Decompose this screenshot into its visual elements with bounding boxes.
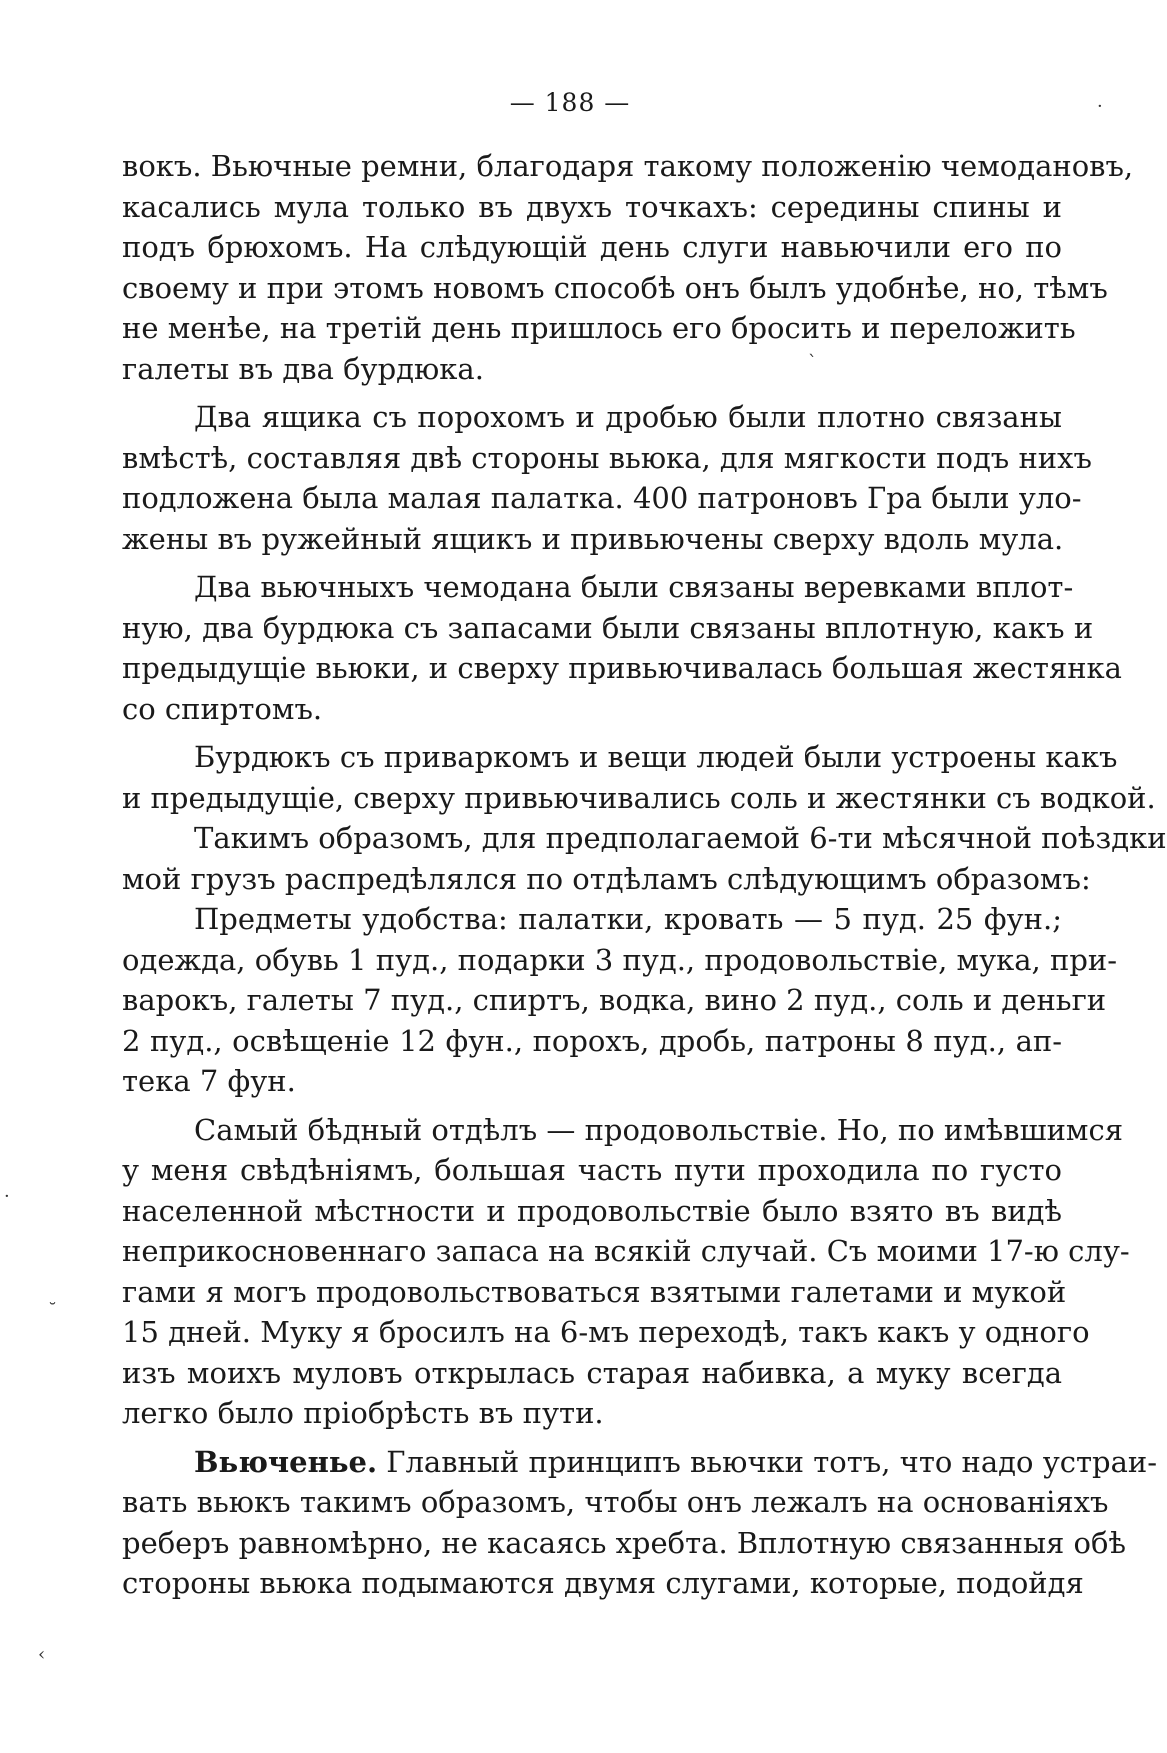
body-text <box>122 146 1167 1604</box>
text-line: подложена была малая палатка. 400 патроновъ Гра были уло- <box>122 481 1082 515</box>
text-line: подъ брюхомъ. На слѣдующій день слуги навьючили его по <box>122 230 1062 264</box>
text-line: жены въ ружейный ящикъ и привьючены сверху вдоль мула. <box>122 521 1064 556</box>
text-line: изъ моихъ муловъ открылась старая набивка, а муку всегда <box>122 1355 1062 1390</box>
text-line: гами я могъ продовольствоваться взятыми галетами и мукой <box>122 1274 1067 1309</box>
text-line: вать вьюкъ такимъ образомъ, чтобы онъ лежалъ на основаніяхъ <box>122 1485 1109 1519</box>
text-line: своему и при этомъ новомъ способѣ онъ былъ удобнѣе, но, тѣмъ <box>122 270 1108 305</box>
text-line: 15 дней. Муку я бросилъ на 6-мъ переходѣ, такъ какъ у одного <box>122 1315 1090 1349</box>
page-number: — 188 — <box>509 88 631 117</box>
scan-speck: · <box>4 1186 10 1207</box>
text-line: мой грузъ распредѣлялся по отдѣламъ слѣдующимъ образомъ: <box>122 861 1091 896</box>
text-line: стороны вьюка подымаются двумя слугами, которые, подойдя <box>122 1566 1084 1600</box>
text-line: реберъ равномѣрно, не касаясь хребта. Вплотную связанныя обѣ <box>122 1525 1126 1560</box>
text-line: варокъ, галеты 7 пуд., спиртъ, водка, вино 2 пуд., соль и деньги <box>122 983 1107 1017</box>
text-line: легко было пріобрѣсть въ пути. <box>122 1396 604 1430</box>
text-line: 2 пуд., освѣщеніе 12 фун., порохъ, дробь, патроны 8 пуд., ап- <box>122 1023 1062 1058</box>
scan-speck: ˋ <box>808 352 817 373</box>
section-heading: Вьюченье. <box>194 1444 378 1479</box>
text-line: вмѣстѣ, составляя двѣ стороны вьюка, для мягкости подъ нихъ <box>122 440 1092 475</box>
text-line: одежда, обувь 1 пуд., подарки 3 пуд., продовольствіе, мука, при- <box>122 942 1118 977</box>
heading-line-rest: Главный принципъ вьючки тотъ, что надо устраи- <box>377 1444 1158 1479</box>
text-line: Два ящика съ порохомъ и дробью были плотно связаны <box>194 400 1062 434</box>
text-line: со спиртомъ. <box>122 691 323 726</box>
text-line: неприкосновеннаго запаса на всякій случай. Съ моими 17-ю слу- <box>122 1234 1130 1268</box>
text-line: тека 7 фун. <box>122 1064 296 1098</box>
scan-speck: · <box>1097 96 1103 117</box>
text-line: Бурдюкъ съ приваркомъ и вещи людей были устроены какъ <box>194 740 1118 774</box>
text-line: Самый бѣдный отдѣлъ — продовольствіе. Но, по имѣвшимся <box>194 1112 1124 1147</box>
text-line: и предыдущіе, сверху привьючивались соль и жестянки съ водкой. <box>122 780 1156 815</box>
text-line: предыдущіе вьюки, и сверху привьючивалась большая жестянка <box>122 651 1122 685</box>
text-line: ную, два бурдюка съ запасами были связаны вплотную, какъ и <box>122 610 1094 645</box>
text-line: Два вьючныхъ чемодана были связаны веревками вплот- <box>194 570 1074 604</box>
text-line: галеты въ два бурдюка. <box>122 351 484 386</box>
scan-speck: ˘ <box>48 1300 57 1321</box>
text-line <box>122 1442 1158 1483</box>
text-line: Такимъ образомъ, для предполагаемой 6-ти мѣсячной поѣздки <box>194 821 1167 855</box>
text-line: Предметы удобства: палатки, кровать — 5 пуд. 25 фун.; <box>194 902 1062 936</box>
text-line: у меня свѣдѣніямъ, большая часть пути проходила по густо <box>122 1153 1062 1187</box>
text-line: вокъ. Вьючные ремни, благодаря такому положенію чемодановъ, <box>122 149 1134 183</box>
text-line: касались мула только въ двухъ точкахъ: середины спины и <box>122 189 1062 224</box>
scan-speck: ‹ <box>38 1644 46 1665</box>
text-line: не менѣе, на третій день пришлось его бросить и переложить <box>122 311 1076 345</box>
text-line: населенной мѣстности и продовольствіе было взято въ видѣ <box>122 1193 1062 1228</box>
